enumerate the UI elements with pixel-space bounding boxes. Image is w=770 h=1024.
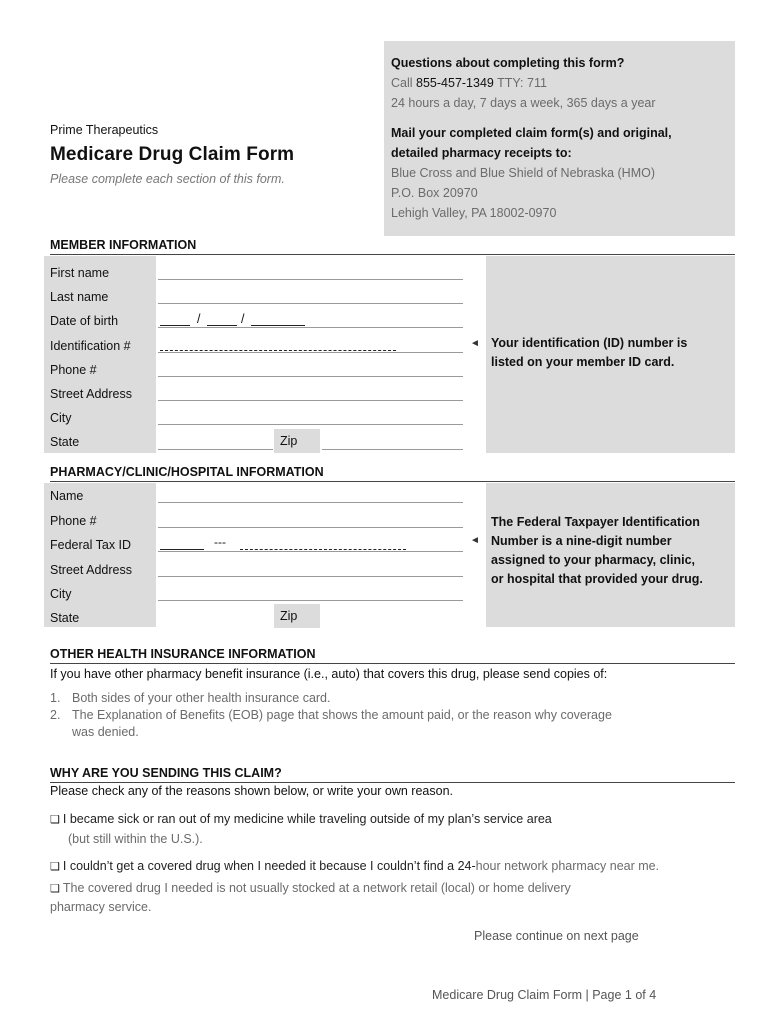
pharmacy-note-line-1: The Federal Taxpayer Identification	[491, 515, 700, 529]
reason-option-2[interactable]	[50, 857, 740, 877]
contact-box	[384, 41, 735, 236]
member-section-heading: MEMBER INFORMATION	[50, 237, 735, 255]
other-insurance-heading: OTHER HEALTH INSURANCE INFORMATION	[50, 646, 735, 664]
dob-month-line	[160, 325, 190, 326]
pharmacy-note-line-2: Number is a nine-digit number	[491, 534, 672, 548]
tax-id-prefix-line	[160, 549, 204, 550]
reason-2-text: I couldn’t get a covered drug when I needed it because I couldn’t find a 24-	[62, 859, 476, 873]
tty-text: TTY: 711	[493, 76, 547, 90]
page-footer: Medicare Drug Claim Form | Page 1 of 4	[432, 988, 657, 1002]
tax-id-dash: ---	[214, 535, 226, 549]
tax-id-suffix-dashes	[240, 549, 406, 550]
checkbox-icon[interactable]: ❑	[50, 861, 60, 873]
pharmacy-label-column	[44, 483, 156, 627]
dob-field[interactable]	[158, 327, 463, 328]
address-line-2: P.O. Box 20970	[391, 186, 478, 200]
list-item-text: The Explanation of Benefits (EOB) page that shows the amount paid, or the reason why coverage	[72, 708, 612, 722]
pharmacy-label-name: Name	[50, 489, 84, 503]
dob-slash-2: /	[241, 312, 245, 326]
tax-id-note	[491, 513, 703, 589]
hours-text: 24 hours a day, 7 days a week, 365 days a year	[391, 96, 656, 110]
pharmacy-city-field[interactable]	[158, 600, 463, 601]
other-insurance-intro: If you have other pharmacy benefit insurance (i.e., auto) that covers this drug, please send copies of:	[50, 667, 608, 681]
member-label-last-name: Last name	[50, 290, 109, 304]
first-name-field[interactable]	[158, 279, 463, 280]
member-state-field[interactable]	[158, 449, 273, 450]
reason-2-text-end: hour network pharmacy near me.	[475, 859, 660, 873]
reason-3-text: The covered drug I needed is not usually stocked at a network retail (local) or home delivery	[62, 881, 571, 895]
pointer-left-icon: ◄	[470, 535, 480, 546]
phone-line	[391, 73, 729, 93]
pharmacy-name-field[interactable]	[158, 502, 463, 503]
last-name-field[interactable]	[158, 303, 463, 304]
member-label-id: Identification #	[50, 339, 131, 353]
reason-option-1[interactable]	[50, 810, 740, 830]
dob-year-line	[251, 325, 305, 326]
member-label-city: City	[50, 411, 72, 425]
member-city-field[interactable]	[158, 424, 463, 425]
pharmacy-street-field[interactable]	[158, 576, 463, 577]
pharmacy-phone-field[interactable]	[158, 527, 463, 528]
reason-option-3[interactable]	[50, 879, 740, 899]
pharmacy-zip-label: Zip	[274, 604, 320, 628]
member-note-line-2: listed on your member ID card.	[491, 355, 675, 369]
list-item	[50, 707, 700, 724]
member-label-phone: Phone #	[50, 363, 97, 377]
reasons-intro: Please check any of the reasons shown below, or write your own reason.	[50, 784, 453, 798]
list-item	[50, 690, 700, 707]
list-number: 1.	[50, 691, 61, 705]
dob-slash-1: /	[197, 312, 201, 326]
page-title: Medicare Drug Claim Form	[50, 144, 295, 165]
member-zip-field[interactable]	[322, 449, 463, 450]
member-street-field[interactable]	[158, 400, 463, 401]
organization-name: Prime Therapeutics	[50, 123, 159, 137]
member-phone-field[interactable]	[158, 376, 463, 377]
checkbox-icon[interactable]: ❑	[50, 883, 60, 895]
pharmacy-label-tax-id: Federal Tax ID	[50, 538, 132, 552]
reasons-heading: WHY ARE YOU SENDING THIS CLAIM?	[50, 765, 735, 783]
reason-1-text: I became sick or ran out of my medicine while traveling outside of my plan’s service area	[62, 812, 552, 826]
dob-day-line	[207, 325, 237, 326]
reason-3-continuation: pharmacy service.	[50, 900, 152, 914]
pharmacy-note-line-4: or hospital that provided your drug.	[491, 572, 703, 586]
mail-title-2: detailed pharmacy receipts to:	[391, 146, 572, 160]
member-label-street: Street Address	[50, 387, 132, 401]
list-item-text: Both sides of your other health insurance card.	[72, 691, 331, 705]
member-label-dob: Date of birth	[50, 314, 119, 328]
pointer-left-icon: ◄	[470, 338, 480, 349]
pharmacy-label-city: City	[50, 587, 72, 601]
phone-number[interactable]: 855-457-1349	[416, 76, 494, 90]
member-label-state: State	[50, 435, 80, 449]
pharmacy-label-phone: Phone #	[50, 514, 97, 528]
id-number-field[interactable]	[158, 352, 463, 353]
mail-title-1: Mail your completed claim form(s) and original,	[391, 126, 672, 140]
list-item-continuation: was denied.	[72, 725, 139, 739]
member-note-line-1: Your identification (ID) number is	[491, 336, 688, 350]
address-line-1: Blue Cross and Blue Shield of Nebraska (HMO)	[391, 166, 656, 180]
reason-1-continuation: (but still within the U.S.).	[68, 832, 203, 846]
federal-tax-id-field[interactable]	[158, 551, 463, 552]
continue-note: Please continue on next page	[474, 929, 639, 943]
page-subtitle: Please complete each section of this form.	[50, 172, 285, 186]
address-line-3: Lehigh Valley, PA 18002-0970	[391, 206, 557, 220]
member-id-note	[491, 334, 687, 372]
pharmacy-section-heading: PHARMACY/CLINIC/HOSPITAL INFORMATION	[50, 464, 735, 482]
questions-title: Questions about completing this form?	[391, 56, 625, 70]
id-number-dashes	[160, 350, 396, 351]
member-label-first-name: First name	[50, 266, 110, 280]
checkbox-icon[interactable]: ❑	[50, 814, 60, 826]
pharmacy-note-line-3: assigned to your pharmacy, clinic,	[491, 553, 695, 567]
call-prefix: Call	[391, 76, 417, 90]
list-number: 2.	[50, 708, 61, 722]
pharmacy-label-state: State	[50, 611, 80, 625]
pharmacy-label-street: Street Address	[50, 563, 132, 577]
member-zip-label: Zip	[274, 429, 320, 453]
other-insurance-list	[50, 690, 700, 741]
